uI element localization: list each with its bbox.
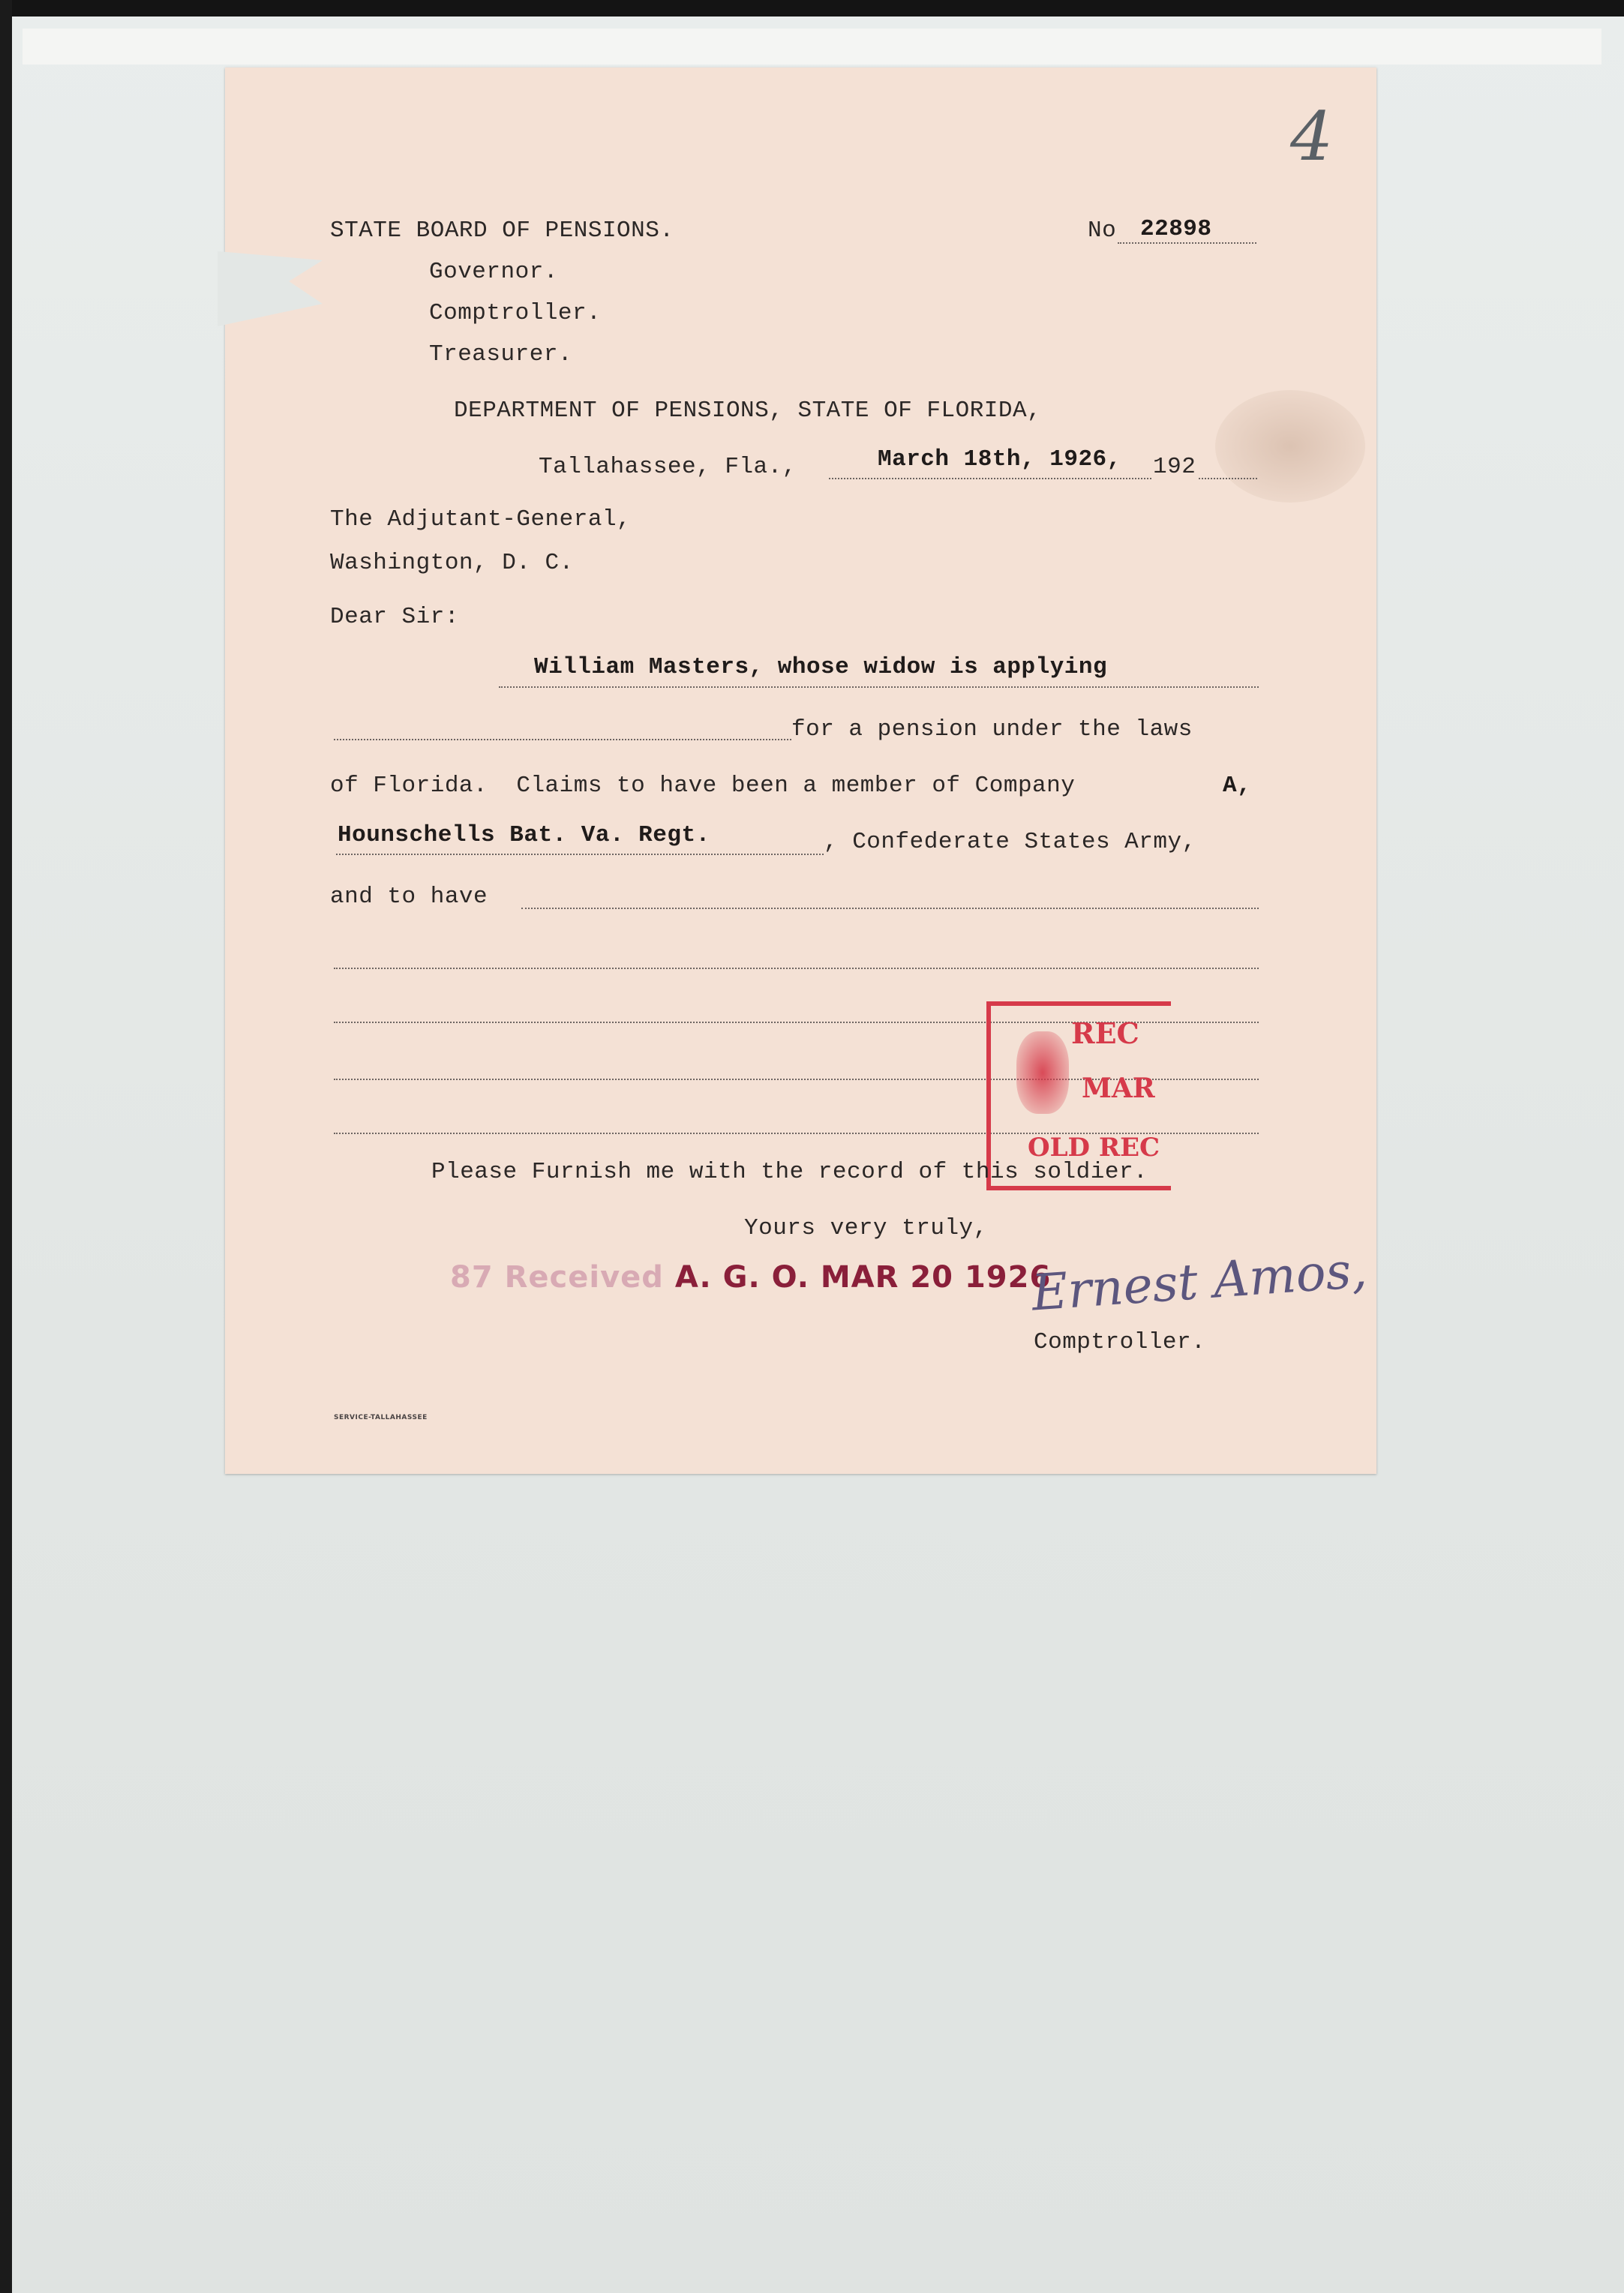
addressee-line-1: The Adjutant-General, xyxy=(330,506,632,533)
department-heading: DEPARTMENT OF PENSIONS, STATE OF FLORIDA, xyxy=(454,398,1042,424)
soldier-name-line: William Masters, whose widow is applying xyxy=(534,654,1108,680)
comptroller-signature: Ernest Amos, xyxy=(1029,1241,1369,1322)
request-line: Please Furnish me with the record of this soldier. xyxy=(431,1159,1148,1185)
company-value: A, xyxy=(1223,773,1252,799)
signer-title: Comptroller. xyxy=(1034,1329,1206,1355)
red-stamp-inkblot xyxy=(1016,1031,1069,1114)
year-underline xyxy=(1199,478,1257,479)
red-stamp-rec: REC xyxy=(1071,1016,1139,1050)
scanner-left-edge xyxy=(0,0,12,2293)
red-stamp-old-rec: OLD REC xyxy=(1028,1133,1160,1163)
claims-line: of Florida. Claims to have been a member of Company xyxy=(330,773,1076,799)
blank-underline-1 xyxy=(334,739,791,740)
received-stamp-faded-part: 87 Received xyxy=(450,1260,664,1295)
member-governor: Governor. xyxy=(429,259,558,285)
closing: Yours very truly, xyxy=(744,1215,988,1241)
name-underline xyxy=(499,686,1259,688)
board-heading: STATE BOARD OF PENSIONS. xyxy=(330,218,674,244)
number-label: No xyxy=(1088,218,1117,244)
blank-underline-3 xyxy=(334,968,1259,969)
blank-underline-2 xyxy=(521,908,1259,909)
and-to-have: and to have xyxy=(330,884,488,910)
year-prefix: 192 xyxy=(1153,454,1196,480)
red-stamp-mar: MAR xyxy=(1082,1073,1155,1104)
army-line: , Confederate States Army, xyxy=(824,829,1196,855)
member-treasurer: Treasurer. xyxy=(429,341,573,368)
number-value: 22898 xyxy=(1140,216,1212,242)
number-underline xyxy=(1118,242,1256,244)
regiment-value: Hounschells Bat. Va. Regt. xyxy=(338,822,710,848)
printer-imprint: SERVICE-TALLAHASSEE xyxy=(334,1414,428,1421)
pension-line: for a pension under the laws xyxy=(791,716,1193,743)
ago-received-stamp xyxy=(450,1260,1051,1295)
received-stamp-main-part: A. G. O. MAR 20 1926 xyxy=(674,1260,1052,1295)
salutation: Dear Sir: xyxy=(330,604,459,630)
date-value: March 18th, 1926, xyxy=(878,446,1121,473)
regiment-underline xyxy=(336,854,824,855)
addressee-line-2: Washington, D. C. xyxy=(330,550,574,576)
date-underline xyxy=(829,478,1151,479)
scanner-light-strip xyxy=(23,29,1601,65)
place-text: Tallahassee, Fla., xyxy=(539,454,797,480)
scanner-top-edge xyxy=(0,0,1624,17)
member-comptroller: Comptroller. xyxy=(429,300,602,326)
handwritten-page-number: 4 xyxy=(1290,98,1334,176)
paper-smudge xyxy=(1215,390,1365,503)
